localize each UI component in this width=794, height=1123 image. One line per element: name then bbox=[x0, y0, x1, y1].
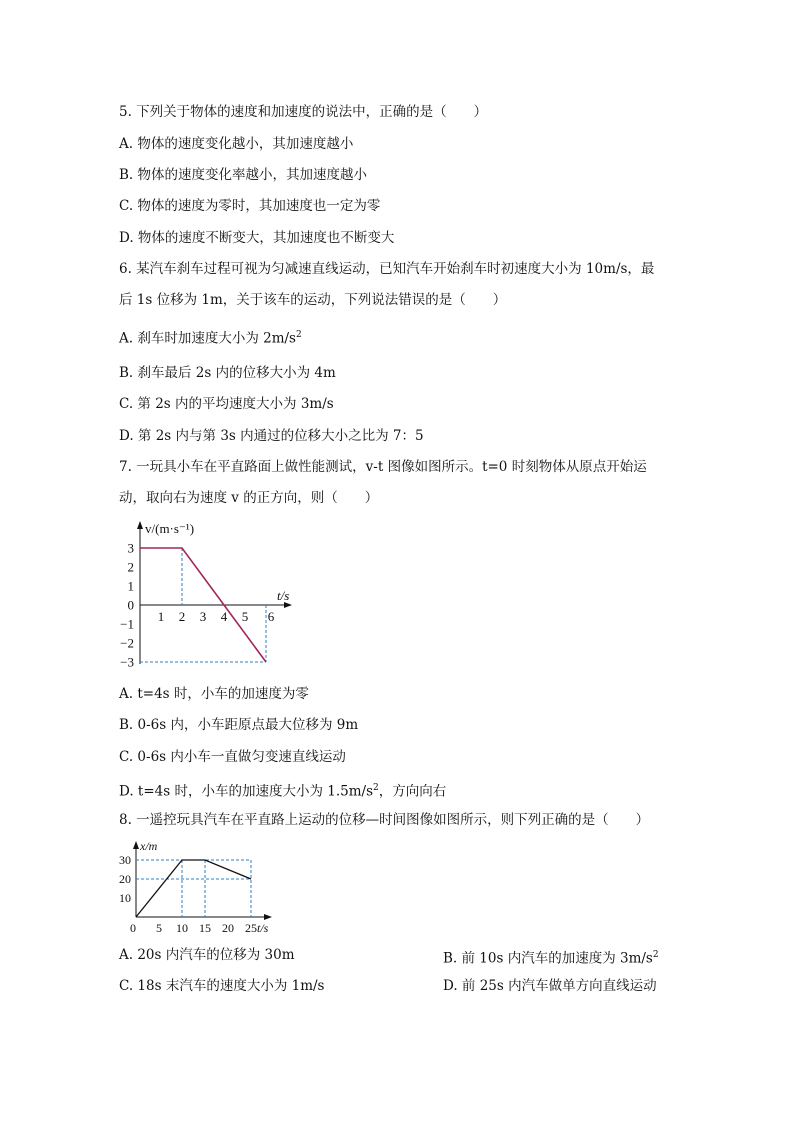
q7-option-a[interactable]: A. t=4s 时，小车的加速度为零 bbox=[119, 686, 309, 702]
q5-option-c[interactable]: C. 物体的速度为零时，其加速度也一定为零 bbox=[119, 198, 381, 214]
q7-option-b[interactable]: B. 0-6s 内，小车距原点最大位移为 9m bbox=[119, 717, 359, 733]
xt-x-axis-label: t/s bbox=[257, 921, 269, 935]
xt-x-axis-arrow bbox=[264, 914, 272, 920]
q8-option-b-text: B. 前 10s 内汽车的加速度为 3m/s bbox=[443, 950, 653, 967]
q7-option-c[interactable]: C. 0-6s 内小车一直做匀变速直线运动 bbox=[119, 749, 346, 765]
xt-x-tick-label: 25 bbox=[245, 921, 257, 935]
vt-y-tick-label: −2 bbox=[120, 635, 134, 651]
vt-y-tick-label: −1 bbox=[120, 616, 134, 632]
q6-option-b[interactable]: B. 刹车最后 2s 内的位移大小为 4m bbox=[119, 365, 336, 381]
xt-x-tick-label: 10 bbox=[176, 921, 188, 935]
q8-option-a[interactable]: A. 20s 内汽车的位移为 30m bbox=[119, 947, 295, 963]
xt-y-tick-label: 30 bbox=[119, 853, 131, 867]
vt-x-tick-label: 5 bbox=[241, 609, 249, 624]
q6-stem-line-2: 后 1s 位移为 1m，关于该车的运动，下列说法错误的是（ ） bbox=[119, 292, 507, 308]
q7-option-d-exponent: 2 bbox=[373, 783, 379, 793]
q6-stem-line-1: 6. 某汽车刹车过程可视为匀减速直线运动，已知汽车开始刹车时初速度大小为 10m/s，最 bbox=[119, 261, 655, 277]
xt-x-tick-label: 20 bbox=[222, 921, 234, 935]
q7-option-d[interactable] bbox=[119, 779, 446, 801]
q6-option-a[interactable] bbox=[119, 326, 302, 348]
q7-stem-line-2: 动，取向右为速度 v 的正方向，则（ ） bbox=[119, 490, 379, 506]
q5-option-a[interactable]: A. 物体的速度变化越小，其加速度越小 bbox=[119, 136, 354, 152]
q6-option-a-exponent: 2 bbox=[296, 330, 302, 340]
vt-x-tick-label: 6 bbox=[267, 609, 275, 624]
vt-x-tick-label: 2 bbox=[178, 609, 186, 624]
q7-option-d-tail: ，方向向右 bbox=[378, 783, 447, 800]
q5-stem: 5. 下列关于物体的速度和加速度的说法中，正确的是（ ） bbox=[119, 104, 488, 120]
xt-y-tick-label: 20 bbox=[119, 872, 131, 886]
vt-x-axis-label: t/s bbox=[277, 588, 290, 603]
vt-y-tick-label: 0 bbox=[127, 597, 134, 613]
q6-option-d[interactable]: D. 第 2s 内与第 3s 内通过的位移大小之比为 7：5 bbox=[119, 428, 424, 444]
q8-option-b-exponent: 2 bbox=[652, 950, 659, 960]
q8-option-c[interactable]: C. 18s 末汽车的速度大小为 1m/s bbox=[119, 978, 325, 994]
vt-y-axis-arrow bbox=[137, 521, 143, 529]
xt-series-line bbox=[136, 860, 251, 917]
q8-option-d[interactable]: D. 前 25s 内汽车做单方向直线运动 bbox=[443, 978, 657, 994]
q8-stem: 8. 一遥控玩具汽车在平直路上运动的位移—时间图像如图所示，则下列正确的是（ ） bbox=[119, 812, 650, 828]
xt-x-tick-label: 5 bbox=[156, 921, 162, 935]
vt-y-tick-label: −3 bbox=[120, 654, 134, 670]
xt-y-axis-label: x/m bbox=[140, 839, 158, 853]
vt-x-tick-label: 4 bbox=[220, 609, 228, 624]
vt-graph bbox=[118, 512, 308, 672]
q8-option-b[interactable] bbox=[443, 946, 659, 968]
xt-y-tick-label: 10 bbox=[119, 891, 131, 905]
q7-stem-line-1: 7. 一玩具小车在平直路面上做性能测试，v-t 图像如图所示。t=0 时刻物体从原点开始运 bbox=[119, 459, 647, 475]
q6-option-c[interactable]: C. 第 2s 内的平均速度大小为 3m/s bbox=[119, 396, 334, 412]
xt-graph bbox=[110, 836, 280, 936]
vt-x-tick-label: 3 bbox=[199, 609, 207, 624]
q6-option-a-text: A. 刹车时加速度大小为 2m/s bbox=[119, 330, 296, 347]
q5-option-b[interactable]: B. 物体的速度变化率越小，其加速度越小 bbox=[119, 167, 368, 183]
vt-y-tick-label: 1 bbox=[127, 578, 134, 594]
q7-option-d-text: D. t=4s 时，小车的加速度大小为 1.5m/s bbox=[119, 783, 374, 800]
vt-x-tick-label: 1 bbox=[157, 609, 165, 624]
xt-x-tick-label: 0 bbox=[130, 921, 136, 935]
vt-y-tick-label: 3 bbox=[127, 540, 134, 556]
xt-x-tick-label: 15 bbox=[199, 921, 211, 935]
vt-y-tick-label: 2 bbox=[127, 559, 134, 575]
xt-y-axis-arrow bbox=[133, 841, 139, 849]
q5-option-d[interactable]: D. 物体的速度不断变大，其加速度也不断变大 bbox=[119, 230, 395, 246]
vt-y-axis-label: v/(m·s⁻¹) bbox=[145, 521, 195, 536]
